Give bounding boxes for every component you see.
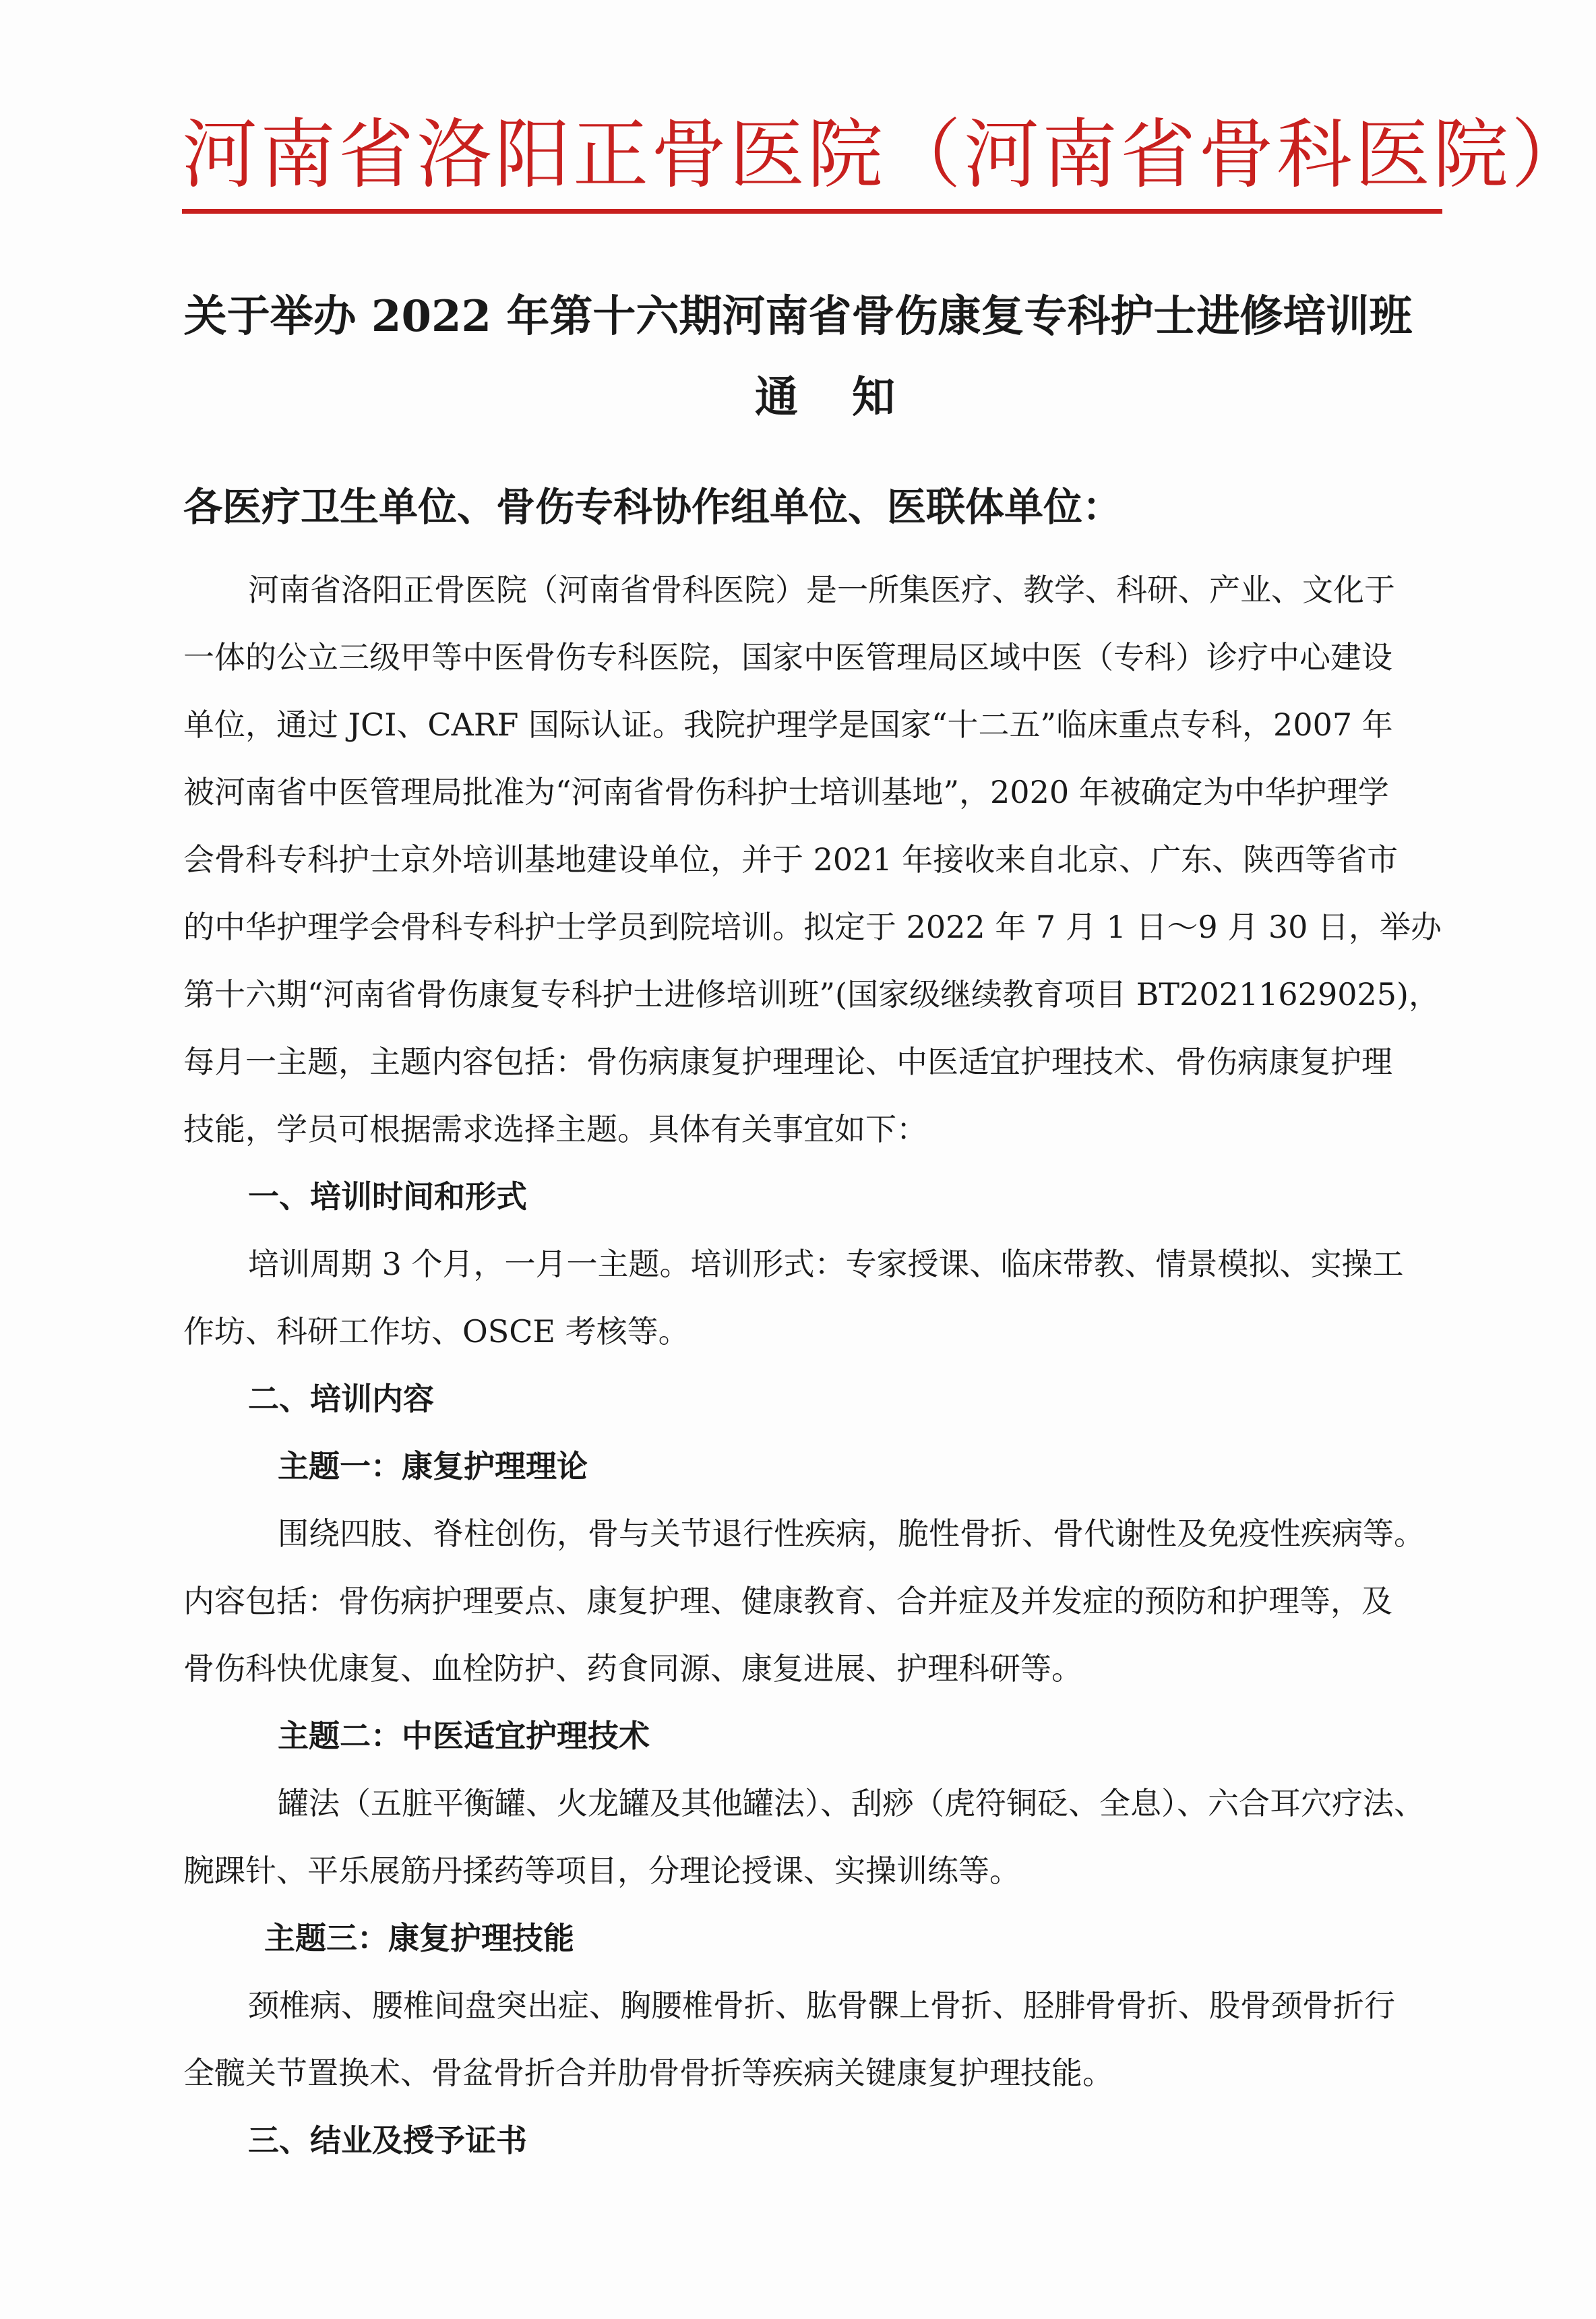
topic1-line: 骨伤科快优康复、血栓防护、药食同源、康复进展、护理科研等。	[183, 1650, 1082, 1687]
topic1-line: 内容包括：骨伤病护理要点、康复护理、健康教育、合并症及并发症的预防和护理等，及	[183, 1583, 1392, 1619]
topic3-line: 颈椎病、腰椎间盘突出症、胸腰椎骨折、肱骨髁上骨折、胫腓骨骨折、股骨颈骨折行	[248, 1987, 1395, 2024]
topic1-heading: 主题一：康复护理理论	[278, 1448, 588, 1484]
intro-line: 一体的公立三级甲等中医骨伤专科医院，国家中医管理局区域中医（专科）诊疗中心建设	[183, 639, 1392, 675]
intro-line: 会骨科专科护士京外培训基地建设单位，并于 2021 年接收来自北京、广东、陕西等省市	[183, 841, 1399, 878]
section1-line: 培训周期 3 个月，一月一主题。培训形式：专家授课、临床带教、情景模拟、实操工	[248, 1246, 1404, 1282]
intro-line: 被河南省中医管理局批准为“河南省骨伤科护士培训基地”，2020 年被确定为中华护理学	[183, 774, 1389, 810]
section-heading-training-content: 二、培训内容	[248, 1381, 434, 1417]
letterhead-rule	[182, 209, 1442, 214]
section-heading-training-time: 一、培训时间和形式	[248, 1178, 527, 1215]
topic2-line: 罐法（五脏平衡罐、火龙罐及其他罐法）、刮痧（虎符铜砭、全息）、六合耳穴疗法、	[278, 1785, 1425, 1821]
intro-line: 每月一主题，主题内容包括：骨伤病康复护理理论、中医适宜护理技术、骨伤病康复护理	[183, 1044, 1392, 1080]
topic1-line: 围绕四肢、脊柱创伤，骨与关节退行性疾病，脆性骨折、骨代谢性及免疫性疾病等。	[278, 1515, 1425, 1552]
topic2-heading: 主题二：中医适宜护理技术	[278, 1718, 650, 1754]
topic2-line: 腕踝针、平乐展筋丹揉药等项目，分理论授课、实操训练等。	[183, 1853, 1020, 1889]
topic3-heading: 主题三：康复护理技能	[264, 1920, 574, 1956]
intro-line: 的中华护理学会骨科专科护士学员到院培训。拟定于 2022 年 7 月 1 日～9 月 30 日，举办	[183, 909, 1442, 945]
notice-subtitle: 通知	[755, 372, 949, 423]
section-heading-certificate: 三、结业及授予证书	[248, 2122, 527, 2159]
hospital-letterhead: 河南省洛阳正骨医院（河南省骨科医院）	[182, 111, 1589, 199]
salutation: 各医疗卫生单位、骨伤专科协作组单位、医联体单位：	[183, 484, 1122, 530]
topic3-line: 全髋关节置换术、骨盆骨折合并肋骨骨折等疾病关键康复护理技能。	[183, 2055, 1113, 2091]
intro-line: 第十六期“河南省骨伤康复专科护士进修培训班”(国家级继续教育项目 BT20211629025)，	[183, 976, 1440, 1013]
intro-line: 河南省洛阳正骨医院（河南省骨科医院）是一所集医疗、教学、科研、产业、文化于	[248, 572, 1395, 608]
section1-line: 作坊、科研工作坊、OSCE 考核等。	[183, 1313, 689, 1350]
intro-line: 技能，学员可根据需求选择主题。具体有关事宜如下：	[183, 1111, 927, 1147]
intro-line: 单位，通过 JCI、CARF 国际认证。我院护理学是国家“十二五”临床重点专科，2007 年	[183, 706, 1393, 743]
notice-title: 关于举办 2022 年第十六期河南省骨伤康复专科护士进修培训班	[183, 291, 1413, 342]
